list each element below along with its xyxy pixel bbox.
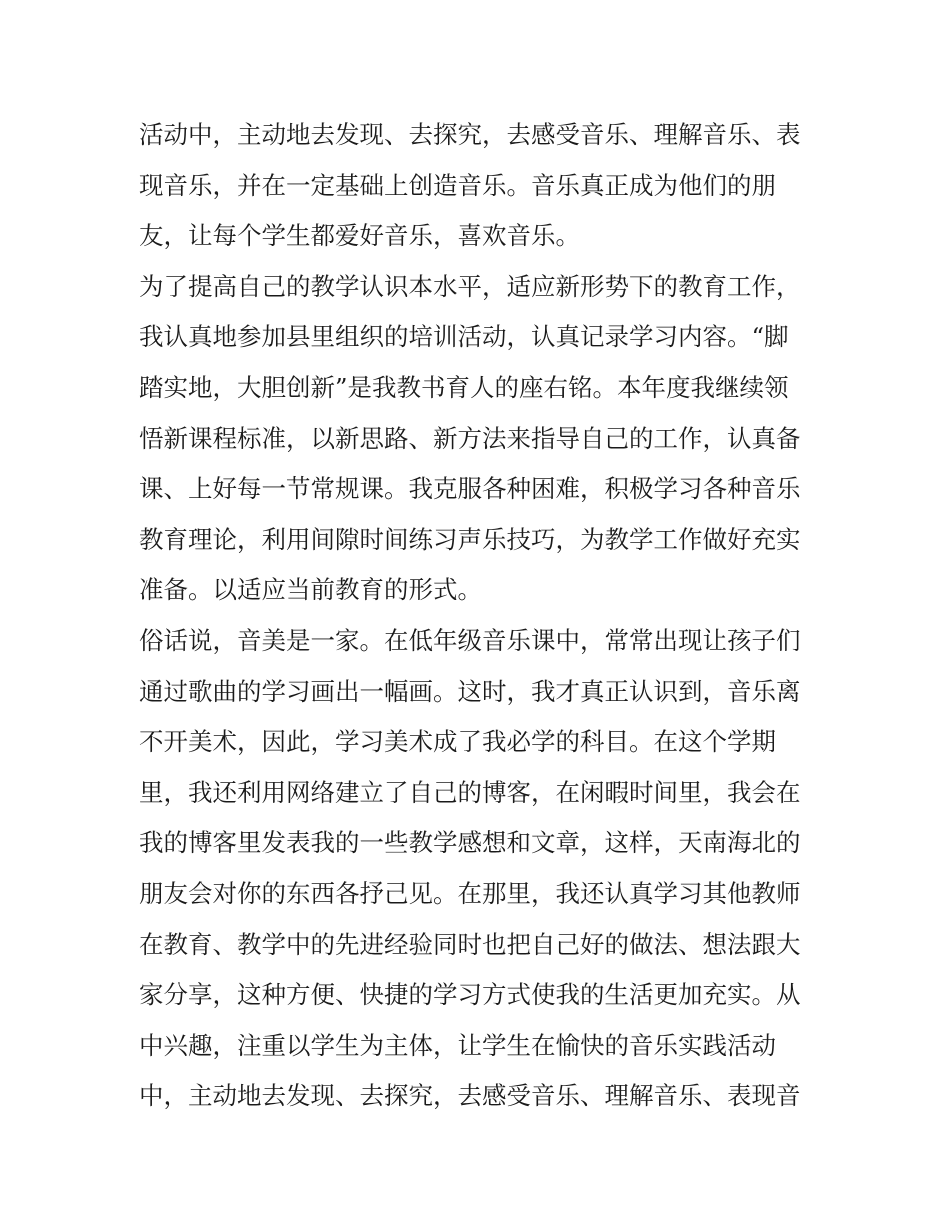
text-line: 活动中，主动地去发现、去探究，去感受音乐、理解音乐、表 <box>139 120 801 149</box>
text-line: 为了提高自己的教学认识本水平，适应新形势下的教育工作， <box>139 271 801 301</box>
text-line: 现音乐，并在一定基础上创造音乐。音乐真正成为他们的朋 <box>139 170 776 200</box>
text-line: 里，我还利用网络建立了自己的博客，在闲暇时间里，我会在 <box>139 777 801 807</box>
text-line: 俗话说，音美是一家。在低年级音乐课中，常常出现让孩子们 <box>139 625 801 655</box>
text-line: 中，主动地去发现、去探究，去感受音乐、理解音乐、表现音 <box>139 1081 801 1111</box>
text-line: 踏实地，大胆创新”是我教书育人的座右铭。本年度我继续领 <box>139 372 789 402</box>
text-line: 家分享，这种方便、快捷的学习方式使我的生活更加充实。从 <box>139 980 801 1010</box>
text-line: 教育理论，利用间隙时间练习声乐技巧，为教学工作做好充实 <box>139 524 801 554</box>
body-text <box>139 110 819 1122</box>
text-line: 我的博客里发表我的一些教学感想和文章，这样，天南海北的 <box>139 828 801 858</box>
text-line: 中兴趣，注重以学生为主体，让学生在愉快的音乐实践活动 <box>139 1030 776 1060</box>
text-line: 我认真地参加县里组织的培训活动，认真记录学习内容。“脚 <box>139 322 789 352</box>
text-line: 在教育、教学中的先进经验同时也把自己好的做法、想法跟大 <box>139 929 801 959</box>
text-line: 不开美术，因此，学习美术成了我必学的科目。在这个学期 <box>139 727 776 757</box>
text-line: 友，让每个学生都爱好音乐，喜欢音乐。 <box>139 221 580 251</box>
text-line: 通过歌曲的学习画出一幅画。这时，我才真正认识到，音乐离 <box>139 676 801 706</box>
text-line: 准备。以适应当前教育的形式。 <box>139 575 482 605</box>
text-line: 朋友会对你的东西各抒己见。在那里，我还认真学习其他教师 <box>139 878 801 908</box>
text-line: 课、上好每一节常规课。我克服各种困难，积极学习各种音乐 <box>139 474 801 504</box>
text-line: 悟新课程标准，以新思路、新方法来指导自己的工作，认真备 <box>139 423 801 453</box>
